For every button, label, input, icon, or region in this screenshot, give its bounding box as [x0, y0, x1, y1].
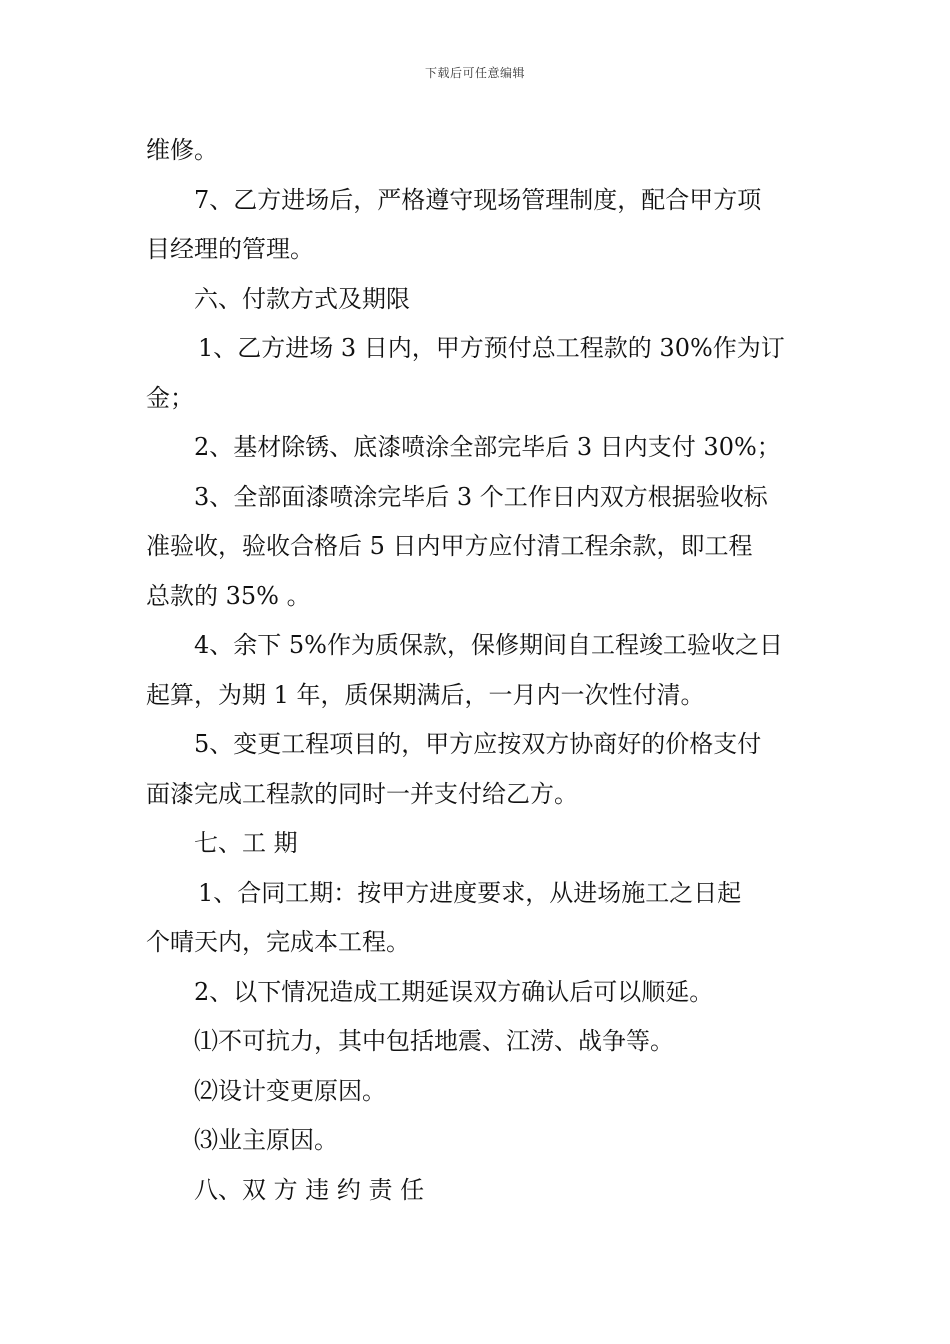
paragraph-line: 面漆完成工程款的同时一并支付给乙方。	[146, 779, 578, 808]
paragraph-line: 准验收，验收合格后 5 日内甲方应付清工程余款，即工程	[146, 532, 753, 560]
page-header: 下载后可任意编辑	[424, 66, 525, 80]
paragraph-line: 总款的 35% 。	[146, 581, 311, 610]
paragraph-line: 2、基材除锈、底漆喷涂全部完毕后 3 日内支付 30%；	[194, 433, 781, 461]
paragraph-line: ⑶业主原因。	[194, 1126, 338, 1154]
paragraph-line: 2、以下情况造成工期延误双方确认后可以顺延。	[194, 977, 714, 1006]
section-heading: 八、双 方 违 约 责 任	[194, 1175, 425, 1204]
paragraph-line: 目经理的管理。	[146, 235, 314, 263]
paragraph-line: 5、变更工程项目的，甲方应按双方协商好的价格支付	[194, 730, 762, 758]
paragraph-line: 7、乙方进场后，严格遵守现场管理制度，配合甲方项	[194, 185, 762, 214]
paragraph-line: ⑵设计变更原因。	[194, 1076, 386, 1105]
section-heading: 七、工 期	[194, 829, 298, 857]
paragraph-line: 金；	[146, 383, 194, 412]
paragraph-line: 4、余下 5%作为质保款，保修期间自工程竣工验收之日	[194, 631, 783, 659]
paragraph-line: ⑴不可抗力，其中包括地震、江涝、战争等。	[194, 1027, 674, 1055]
paragraph-line: 个晴天内，完成本工程。	[146, 928, 410, 956]
paragraph-line: 1、乙方进场 3 日内，甲方预付总工程款的 30%作为订	[198, 334, 785, 362]
paragraph-line: 1、合同工期：按甲方进度要求，从进场施工之日起	[198, 878, 742, 907]
paragraph-line: 维修。	[146, 136, 218, 164]
paragraph-line: 3、全部面漆喷涂完毕后 3 个工作日内双方根据验收标	[194, 482, 768, 511]
section-heading: 六、付款方式及期限	[194, 284, 410, 313]
document-body	[146, 126, 810, 1215]
paragraph-line: 起算，为期 1 年，质保期满后，一月内一次性付清。	[146, 680, 705, 709]
